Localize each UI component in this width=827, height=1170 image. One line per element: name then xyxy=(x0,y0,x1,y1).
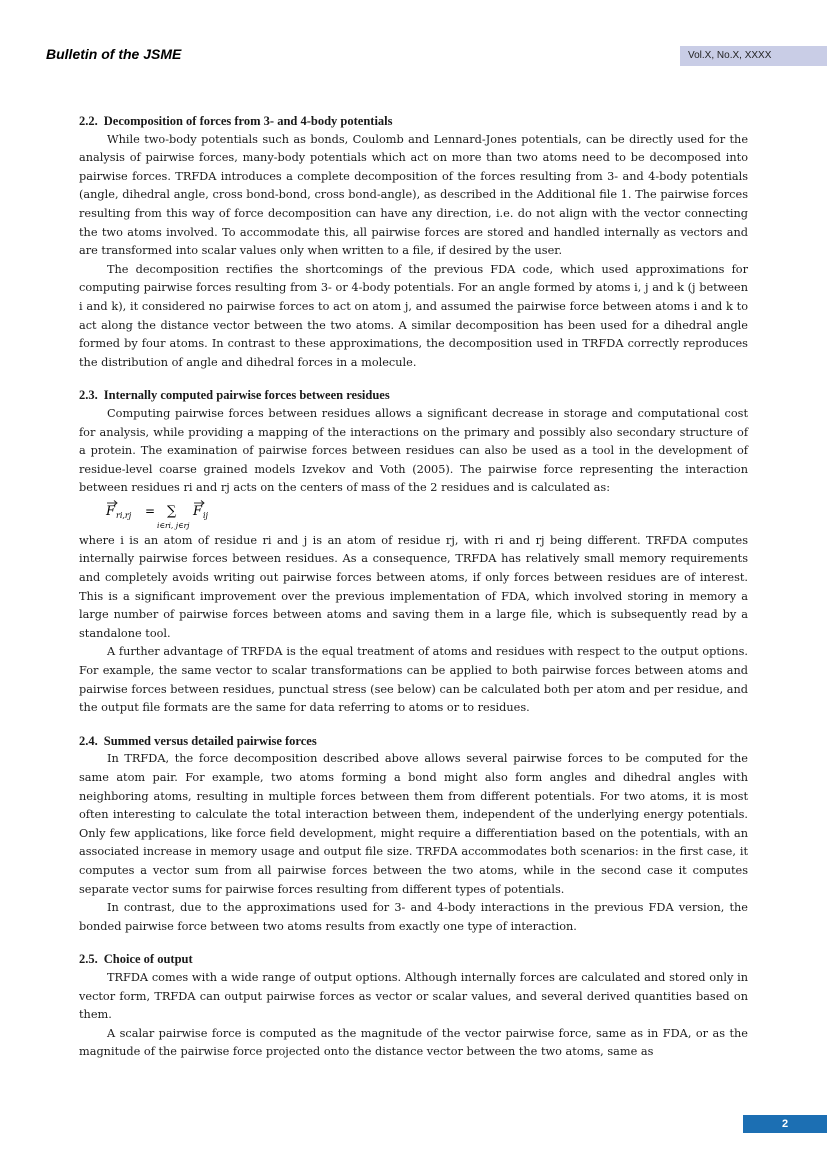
page-number: 2 xyxy=(743,1115,827,1133)
paragraph: Computing pairwise forces between residues allows a significant decrease in storage and computational cost for analysis, while providing a mapping of the interactions on the primary and possibly also secondary structure of a protein. The examination of pairwise forces between residues can also be used as a tool in the development of residue-level coarse grained models Izvekov and Voth (2005). The pairwise force representing the interaction between residues ri and rj acts on the centers of mass of the 2 residues and is calculated as: xyxy=(79,406,748,495)
journal-title: Bulletin of the JSME xyxy=(46,46,182,62)
section-heading: 2.2. Decomposition of forces from 3- and 4-body potentials xyxy=(79,114,393,128)
paragraph: In TRFDA, the force decomposition described above allows several pairwise forces to be computed for the same atom pair. For example, two atoms forming a bond might also form angles and dihedral angles with neighboring atoms, resulting in multiple forces between them from different potentials. For two atoms, it is most often interesting to calculate the total interaction between them, independent of the underlying energy potentials. Only few applications, like force field development, might require a differentiation based on the potentials, with an associated increase in memory usage and output file size. TRFDA accommodates both scenarios: in the first case, it computes a vector sum from all pairwise forces between the two atoms, while in the second case it computes separate vector sums for pairwise forces resulting from different types of potentials. xyxy=(79,752,748,896)
eq-equals: = xyxy=(145,503,156,518)
paragraph: A scalar pairwise force is computed as the magnitude of the vector pairwise force, same as in FDA, or as the magnitude of the pairwise force projected onto the distance vector between the two atoms, same as xyxy=(79,1026,748,1059)
paragraph: While two-body potentials such as bonds, Coulomb and Lennard-Jones potentials, can be directly used for the analysis of pairwise forces, many-body potentials which act on more than two atoms need to be decomposed into pairwise forces. TRFDA introduces a complete decomposition of the forces resulting from 3- and 4-body potentials (angle, dihedral angle, cross bond-bond, cross bond-angle), as described in the Additional file 1. The pairwise forces resulting from this way of force decomposition can have any direction, i.e. do not align with the vector connecting the two atoms involved. To accommodate this, all pairwise forces are stored and handled internally as vectors and are transformed into scalar values only when written to a file, if desired by the user. xyxy=(79,132,748,258)
eq-sum-sub: i∈ri, j∈rj xyxy=(157,520,190,530)
eq-lhs-sub: ri,rj xyxy=(116,510,132,520)
equation xyxy=(79,498,748,532)
equation-graphic xyxy=(105,498,265,532)
eq-sum: ∑ xyxy=(167,503,177,519)
paragraph: In contrast, due to the approximations used for 3- and 4-body interactions in the previous FDA version, the bonded pairwise force between two atoms results from exactly one type of interaction. xyxy=(79,901,748,933)
section-heading: 2.3. Internally computed pairwise forces between residues xyxy=(79,388,390,403)
section-heading: 2.4. Summed versus detailed pairwise forces xyxy=(79,733,317,748)
section-2-2 xyxy=(79,112,748,372)
article-body xyxy=(79,112,748,1076)
paragraph: A further advantage of TRFDA is the equal treatment of atoms and residues with respect to the output options. For example, the same vector to scalar transformations can be applied to both pairwise forces between atoms and pairwise forces between residues, punctual stress (see below) can be calculated both per atom and per residue, and the output file formats are the same for data referring to atoms or to residues. xyxy=(79,645,748,715)
section-2-3 xyxy=(79,386,748,718)
volume-badge: Vol.X, No.X, XXXX xyxy=(680,46,827,66)
paragraph: TRFDA comes with a wide range of output options. Although internally forces are calculated and stored only in vector form, TRFDA can output pairwise forces as vector or scalar values, and several derived quantities based on them. xyxy=(79,970,748,1022)
paragraph: The decomposition rectifies the shortcomings of the previous FDA code, which used approximations for computing pairwise forces resulting from 3- or 4-body potentials. For an angle formed by atoms i, j and k (j between i and k), it considered no pairwise forces to act on atom j, and assumed the pairwise force between atoms i and k to act along the distance vector between the two atoms. A similar decomposition has been used for a dihedral angle formed by four atoms. In contrast to these approximations, the decomposition used in TRFDA correctly reproduces the distribution of angle and dihedral forces in a molecule. xyxy=(79,262,748,369)
eq-rhs-F: F xyxy=(193,503,203,519)
section-2-5 xyxy=(79,950,748,1062)
section-2-4 xyxy=(79,732,748,937)
eq-lhs-F: F xyxy=(106,503,116,519)
paragraph: where i is an atom of residue ri and j is an atom of residue rj, with ri and rj being different. TRFDA computes internally pairwise forces between residues. As a consequence, TRFDA has relatively small memory requirements and completely avoids writing out pairwise forces between atoms, if only forces between residues are of interest. This is a significant improvement over the previous implementation of FDA, which involved storing in memory a large number of pairwise forces between atoms and saving them in a large file, which is subsequently read by a standalone tool. xyxy=(79,533,748,640)
eq-rhs-sub: ij xyxy=(203,510,209,520)
section-heading: 2.5. Choice of output xyxy=(79,952,193,967)
